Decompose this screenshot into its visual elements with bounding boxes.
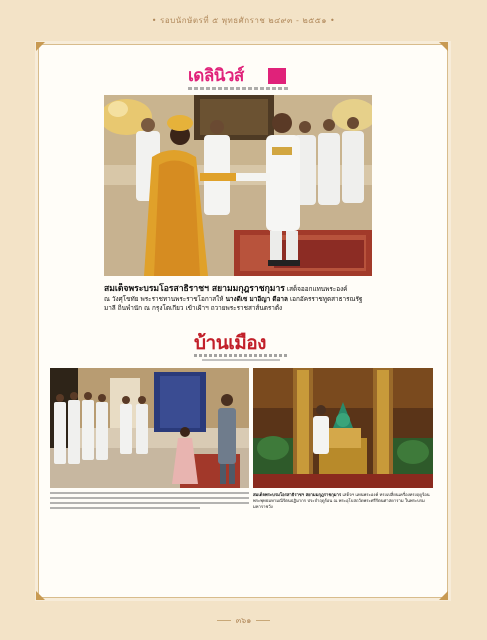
caption1-line1 [104, 283, 376, 295]
dailynews-logo-text: เดลินิวส์ [188, 66, 244, 86]
caption-dailynews [104, 283, 376, 313]
caption3-body: เสด็จฯ แทนพระองค์ ทรงเปลี่ยนเครื่องทรงฤดูร้อน พระพุทธมหามณีรัตนปฏิมากร ประจำฤดูร้อน ณ พระอุโบสถวัดพระศรีรัตนศาสดาราม ในพระบรมมหาราชวัง [253, 492, 430, 509]
caption-banmuang-fineprint [50, 492, 249, 512]
dailynews-logo-box [268, 68, 286, 84]
page-number-text: ๓๖๑ [235, 616, 252, 625]
caption1-line3: มาลี ถิ่นพำนัก ณ กรุงโตเกียว เข้าเฝ้าฯ ถวายพระราชสาส์นตราตั้ง [104, 304, 283, 312]
caption1-line2 [104, 295, 376, 304]
page-number-dash-right [256, 620, 270, 621]
temple-ceremony-photo [253, 368, 433, 488]
banmuang-masthead [194, 332, 288, 364]
page-number-dash-left [217, 620, 231, 621]
masthead-subline-2 [202, 359, 280, 361]
caption-temple [253, 492, 435, 510]
banmuang-logo-text: บ้านเมือง [194, 332, 266, 354]
caption1-ambassador-name: นางดีเซ มาอีญา ดีอาล [225, 295, 288, 303]
caption1-headline: สมเด็จพระบรมโอรสาธิราชฯ สยามมกุฎราชกุมาร [104, 284, 285, 294]
caption1-line1-rest: เสด็จออกแทนพระองค์ [284, 285, 348, 293]
reception-hall-photo [50, 368, 249, 488]
masthead-subline [194, 354, 288, 357]
caption1-line2-end: เอกอัครราชทูตสาธารณรัฐ [287, 295, 363, 303]
book-header: • รอบนักษัตรที่ ๕ พุทธศักราช ๒๔๙๓ - ๒๕๕๑ • [151, 16, 336, 25]
masthead-subline [188, 87, 288, 90]
caption3-headline: สมเด็จพระบรมโอรสาธิราชฯ สยามมกุฎราชกุมาร [253, 492, 342, 497]
caption1-line2-start: ณ วังศุโขทัย พระราชทานพระราชโอกาสให้ [104, 295, 226, 303]
page-number [0, 614, 487, 627]
dailynews-masthead [188, 66, 288, 90]
audience-ceremony-photo [104, 95, 372, 276]
